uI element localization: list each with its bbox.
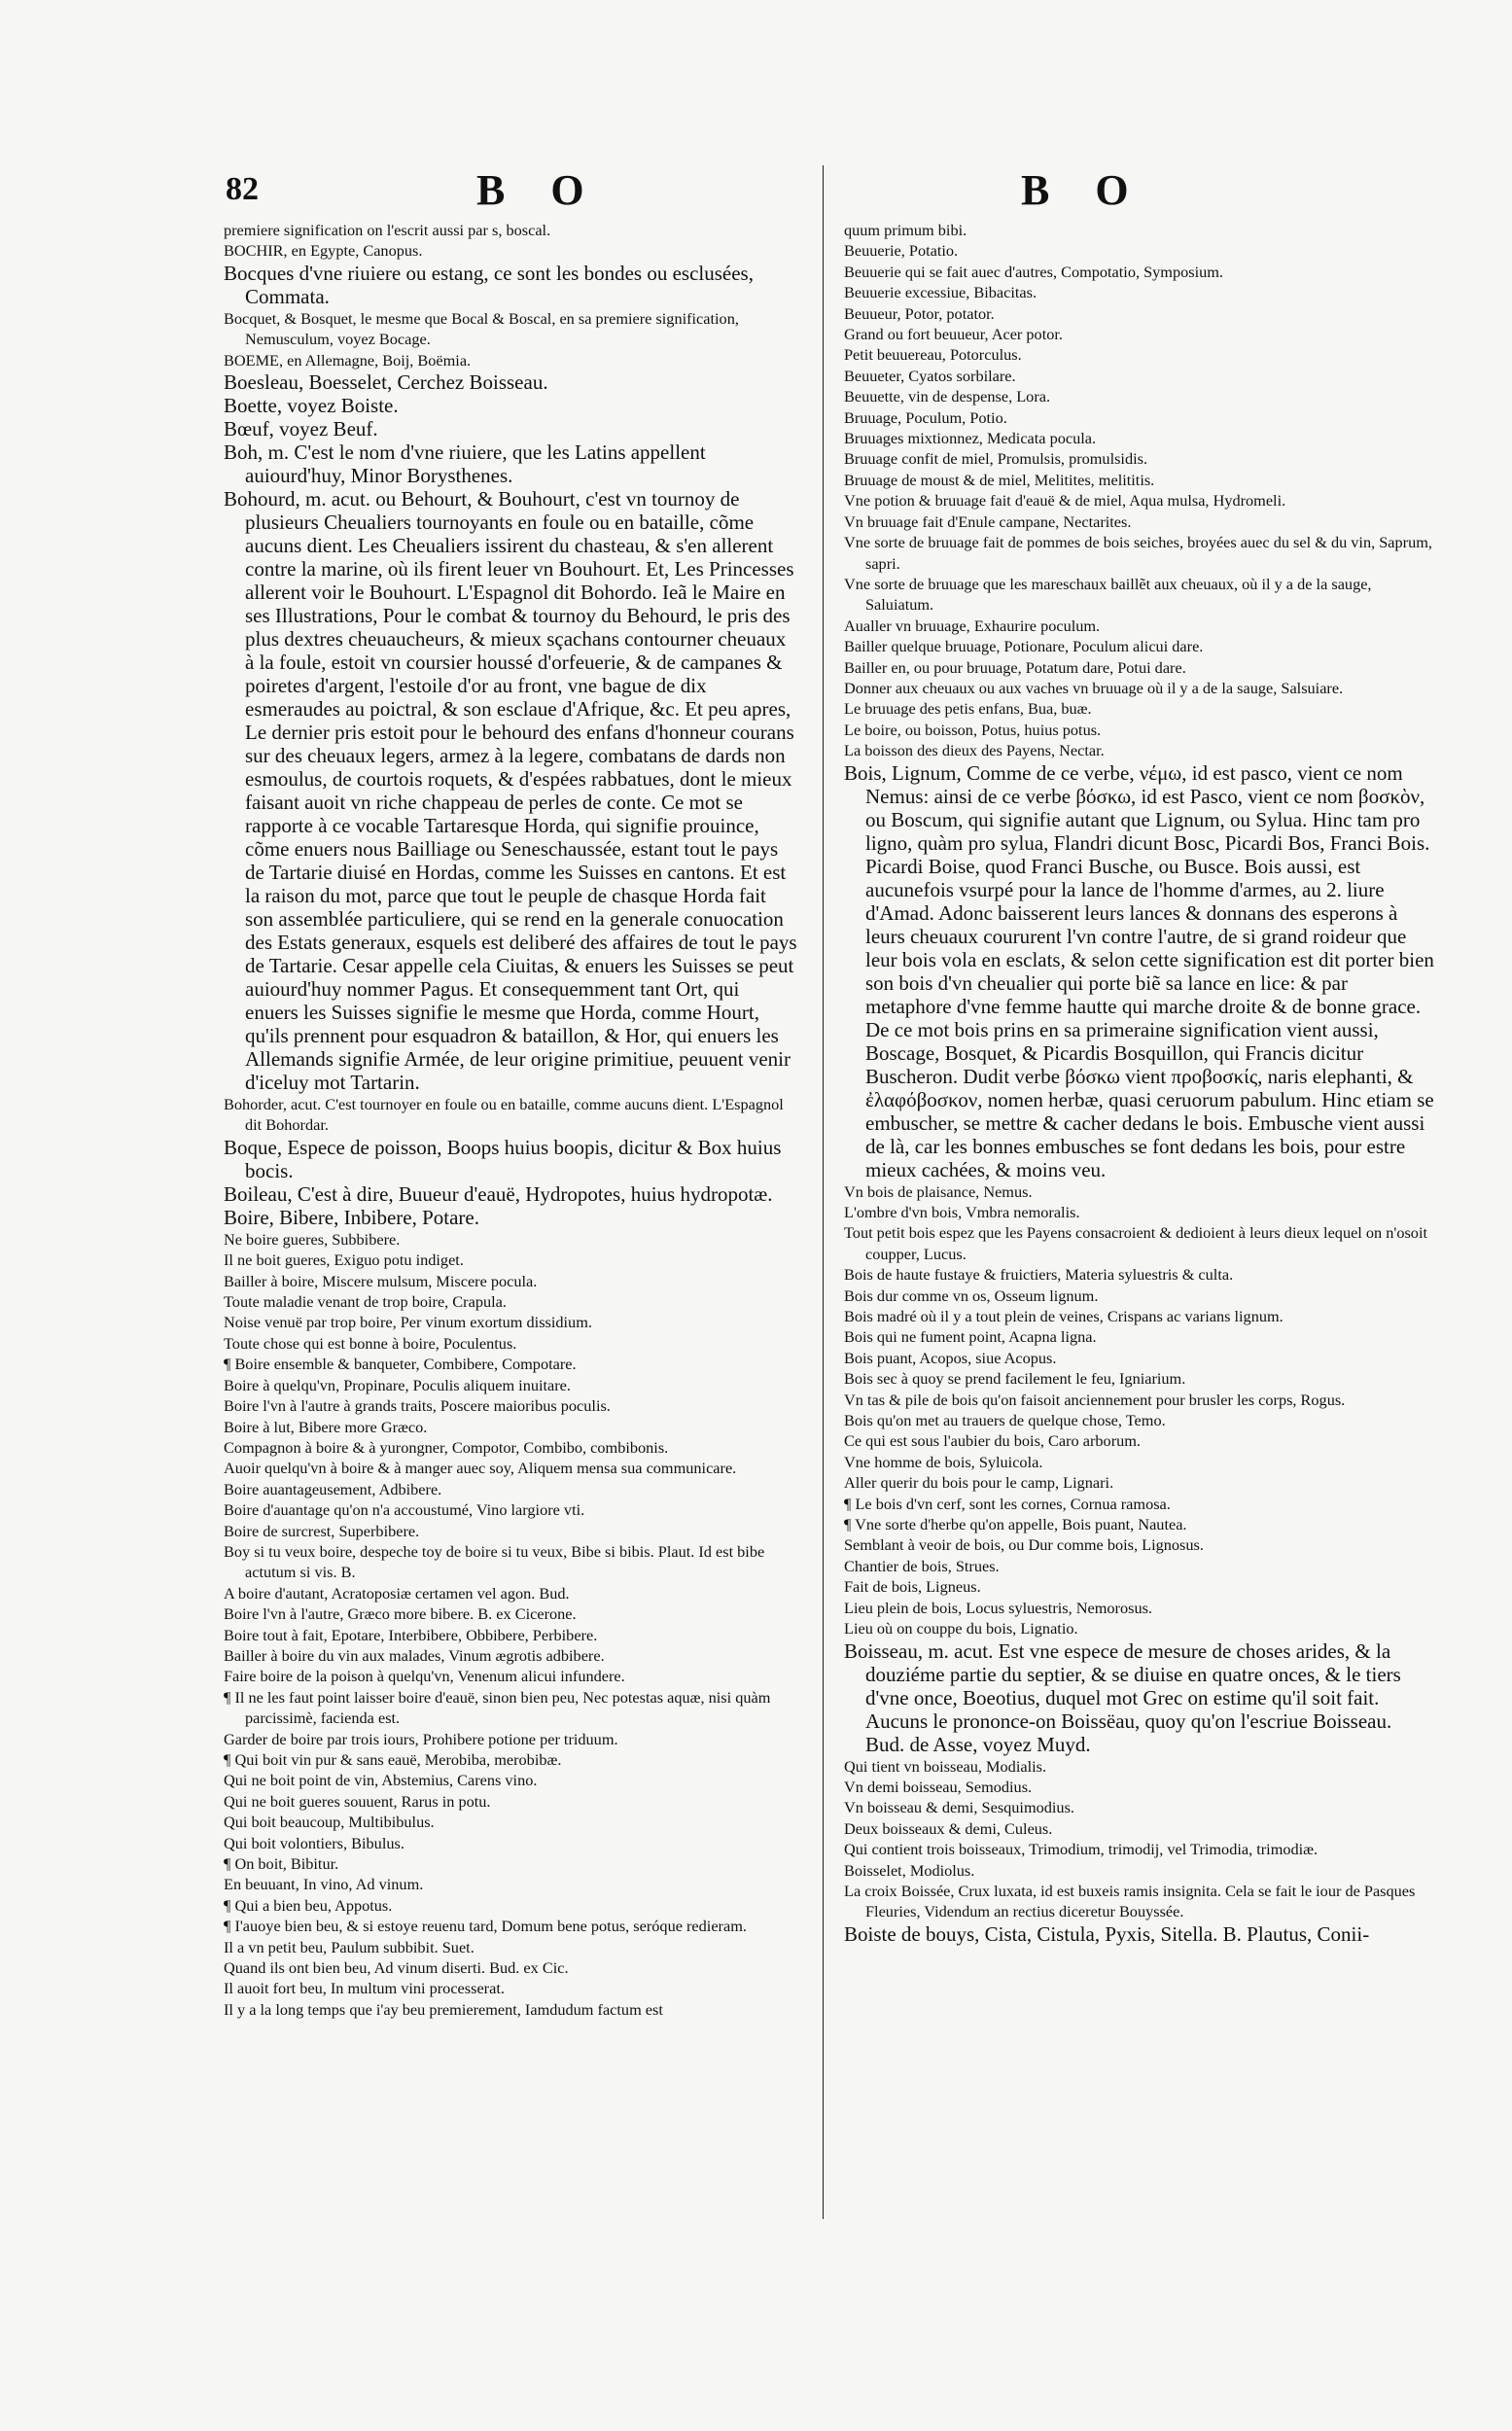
dictionary-entry: Qui ne boit gueres souuent, Rarus in potu. [224,1791,491,1811]
dictionary-entry: ¶ On boit, Bibitur. [224,1854,339,1874]
dictionary-entry: Boy si tu veux boire, despeche toy de boire si tu veux, Bibe si bibis. Plaut. Id est bibe actutum si vis. B. [224,1541,765,1582]
dictionary-entry: Boette, voyez Boiste. [224,394,399,418]
dictionary-entry: Bois, Lignum, Comme de ce verbe, νέμω, id est pasco, vient ce nom Nemus: ainsi de ce verbe βόσκω, id est Pasco, vient ce nom βοσκὸν, ou Boscum, qui signifie autant que Lignum, ou Sylua. Hinc tam pro ligno, quàm pro sylua, Flandri dicunt Bosc, Picardi Bos, Franci Bois. Picardi Boise, quod Franci Busche, ou Busce. Bois aussi, est aucunefois vsurpé pour la lance de l'homme d'armes, au 2. liure d'Amad. Adonc baisserent leurs lances & donnans des esperons à leurs cheuaux coururent l'vn contre l'autre, de si grand roideur que leur bois vola en esclats, & selon cette signification est dit porter bien son bois d'vn cheualier qui porte biẽ sa lance en lice: & par metaphore d'vne femme hautte qui marche droite & de bonne grace. De ce mot bois prins en sa primeraine signification vient aussi, Boscage, Bosquet, & Picardis Bosquillon, qui Francis dicitur Buscheron. Dudit verbe βόσκω vient προβοσκίς, naris elephanti, & ἐλαφόβοσκον, nomen herbæ, quasi ceruorum pabulum. Hinc etiam se embuscher, se mettre & cacher dedans le bois. Embusche vient aussi de là, car les bonnes embusches se font dedans les bois, pour estre mieux cachées, & moins veu. [844,760,1434,1181]
dictionary-entry: Boire auantageusement, Adbibere. [224,1479,442,1498]
dictionary-entry: Boire tout à fait, Epotare, Interbibere, Obbibere, Perbibere. [224,1625,598,1644]
dictionary-entry: Qui contient trois boisseaux, Trimodium, trimodij, vel Trimodia, trimodiæ. [844,1840,1319,1859]
dictionary-entry: Vn bois de plaisance, Nemus. [844,1181,1033,1201]
dictionary-entry: Fait de bois, Ligneus. [844,1577,981,1597]
dictionary-entry: Bois qui ne fument point, Acapna ligna. [844,1327,1097,1347]
dictionary-entry: Chantier de bois, Strues. [844,1556,1000,1575]
dictionary-entry: Il ne boit gueres, Exiguo potu indiget. [224,1251,464,1270]
dictionary-entry: Boire à lut, Bibere more Græco. [224,1417,428,1436]
dictionary-entry: Le boire, ou boisson, Potus, huius potus. [844,720,1102,739]
dictionary-entry: Bohourd, m. acut. ou Behourt, & Bouhourt, c'est vn tournoy de plusieurs Cheualiers tournoyants en foule ou en bataille, cõme aucuns dient. Les Cheualiers issirent du chasteau, & s'en allerent contre la marine, où ils firent leuer vn Bouhourt. Et, Les Princesses allerent voir le Bouhourt. L'Espagnol dit Bohordo. Ieã le Maire en ses Illustrations, Pour le combat & tournoy du Behourd, le pris des plus dextres cheuaucheurs, & mieux sçachans contourner cheuaux à la foule, estoit vn coursier houssé d'orfeuerie, & de campanes & poiretes d'argent, l'estoile d'or au front, vne bague de dix esmeraudes au poictral, & son esclaue d'Afrique, &c. Et peu apres, Le dernier pris estoit pour le behourd des enfans d'honneur courans sur des cheuaux legers, armez à la legere, combatans de dards non esmoulus, de courtois roquets, & d'espées rabbatues, dont le mieux faisant auoit vn riche chappeau de perles de conte. Ce mot se rapporte à ce vocable Tartaresque Horda, qui signifie prouince, cõme enuers nous Bailliage ou Seneschaussée, estant tout le pays de Tartarie diuisé en Hordas, comme les Suisses en cantons. Et est la raison du mot, parce que tout le peuple de chasque Horda fait son assemblée particuliere, qui se rend en la generale conuocation des Estats generaux, esquels est deliberé des affaires de tout le pays de Tartarie. Cesar appelle cela Ciuitas, & enuers les Suisses se peut auiourd'huy nommer Pagus. Et consequemment tant Ort, qui enuers les Suisses signifie le mesme que Horda, comme Hourt, qu'ils prennent pour esquadron & bataillon, & Hor, qui enuers les Allemands signifie Armée, de leur origine primitiue, peuuent venir d'iceluy mot Tartarin. [224,487,797,1095]
dictionary-entry: Vne sorte de bruuage fait de pommes de bois seiches, broyées auec du sel & du vin, Saprum, sapri. [844,533,1432,573]
dictionary-entry: Petit beuuereau, Potorculus. [844,345,1022,365]
dictionary-entry: Le bruuage des petis enfans, Bua, buæ. [844,699,1092,719]
right-column [844,220,1435,1946]
dictionary-entry: Bois madré où il y a tout plein de veines, Crispans ac varians lignum. [844,1307,1283,1325]
dictionary-entry: Bruuage de moust & de miel, Melitites, melititis. [844,470,1155,489]
dictionary-entry: Boileau, C'est à dire, Buueur d'eauë, Hydropotes, huius hydropotæ. [224,1181,773,1206]
dictionary-entry: Semblant à veoir de bois, ou Dur comme bois, Lignosus. [844,1535,1204,1555]
dictionary-entry: Vne sorte de bruuage que les mareschaux baillẽt aux cheuaux, où il y a de la sauge, Saluiatum. [844,574,1372,615]
dictionary-entry: Bruuage, Poculum, Potio. [844,407,1007,427]
dictionary-entry: Faire boire de la poison à quelqu'vn, Venenum alicui infundere. [224,1667,625,1686]
dictionary-entry: Boire l'vn à l'autre à grands traits, Poscere maioribus poculis. [224,1396,611,1416]
dictionary-entry: ¶ Il ne les faut point laisser boire d'eauë, sinon bien peu, Nec potestas aquæ, nisi quàm parcissimè, facienda est. [224,1687,771,1728]
dictionary-entry: Qui ne boit point de vin, Abstemius, Carens vino. [224,1771,538,1790]
dictionary-entry: Boisselet, Modiolus. [844,1860,975,1880]
dictionary-entry: La boisson des dieux des Payens, Nectar. [844,741,1105,760]
dictionary-entry: Bois de haute fustaye & fruictiers, Materia syluestris & culta. [844,1265,1234,1285]
dictionary-entry: Aller querir du bois pour le camp, Lignari. [844,1473,1114,1493]
dictionary-entry: Bocques d'vne riuiere ou estang, ce sont les bondes ou esclusées, Commata. [224,261,754,308]
dictionary-entry: Quand ils ont bien beu, Ad vinum diserti. Bud. ex Cic. [224,1958,569,1978]
dictionary-entry: Lieu où on couppe du bois, Lignatio. [844,1619,1078,1638]
dictionary-entry: Bois qu'on met au trauers de quelque chose, Temo. [844,1411,1166,1430]
dictionary-entry: Il y a la long temps que i'ay beu premierement, Iamdudum factum est [224,1999,663,2019]
dictionary-entry: Bailler à boire, Miscere mulsum, Miscere pocula. [224,1271,538,1290]
dictionary-entry: L'ombre d'vn bois, Vmbra nemoralis. [844,1202,1080,1221]
dictionary-entry: Beuuette, vin de despense, Lora. [844,387,1051,406]
dictionary-entry: Donner aux cheuaux ou aux vaches vn bruuage où il y a de la sauge, Salsuiare. [844,678,1344,697]
dictionary-entry: Bailler à boire du vin aux malades, Vinum ægrotis adbibere. [224,1645,605,1665]
dictionary-entry: Vne potion & bruuage fait d'eauë & de miel, Aqua mulsa, Hydromeli. [844,491,1286,511]
left-column [224,220,797,2020]
dictionary-entry: En beuuant, In vino, Ad vinum. [224,1875,424,1894]
dictionary-entry: Boiste de bouys, Cista, Cistula, Pyxis, Sitella. B. Plautus, Conii- [844,1921,1370,1946]
page-number: 82 [226,171,259,207]
dictionary-entry: Bruuages mixtionnez, Medicata pocula. [844,429,1097,448]
dictionary-entry: Il a vn petit beu, Paulum subbibit. Suet. [224,1937,475,1956]
dictionary-entry: Bailler en, ou pour bruuage, Potatum dare, Potui dare. [844,657,1186,677]
dictionary-entry: Deux boisseaux & demi, Culeus. [844,1818,1053,1838]
dictionary-entry: Beuuerie, Potatio. [844,241,959,261]
dictionary-entry: La croix Boissée, Crux luxata, id est buxeis ramis insignita. Cela se fait le iour de Pasques Fleuries, Videndum an rectius diceretur Bouyssée. [844,1881,1416,1921]
dictionary-entry: Grand ou fort beuueur, Acer potor. [844,325,1063,344]
dictionary-entry: Ne boire gueres, Subbibere. [224,1229,401,1249]
running-header-left: B O [476,166,602,214]
dictionary-entry: Vn demi boisseau, Semodius. [844,1777,1033,1796]
dictionary-entry: Auoir quelqu'vn à boire & à manger auec soy, Aliquem mensa sua communicare. [224,1459,737,1478]
dictionary-entry: Toute chose qui est bonne à boire, Poculentus. [224,1333,517,1353]
dictionary-entry: Garder de boire par trois iours, Prohibere potione per triduum. [224,1729,618,1748]
dictionary-entry: ¶ Qui boit vin pur & sans eauë, Merobiba, merobibæ. [224,1750,562,1769]
dictionary-entry: Beuueter, Cyatos sorbilare. [844,366,1016,385]
dictionary-entry: Bohorder, acut. C'est tournoyer en foule ou en bataille, comme aucuns dient. L'Espagnol dit Bohordar. [224,1095,784,1135]
dictionary-entry: Bruuage confit de miel, Promulsis, promulsidis. [844,449,1148,469]
dictionary-entry: ¶ I'auoye bien beu, & si estoye reuenu tard, Domum bene potus, seróque redieram. [224,1917,747,1936]
dictionary-entry: ¶ Le bois d'vn cerf, sont les cornes, Cornua ramosa. [844,1494,1171,1513]
dictionary-entry: Bocquet, & Bosquet, le mesme que Bocal & Boscal, en sa premiere signification, Nemusculum, voyez Bocage. [224,308,739,349]
dictionary-entry: Boire de surcrest, Superbibere. [224,1521,420,1540]
dictionary-entry: Compagnon à boire & à yurongner, Compotor, Combibo, combibonis. [224,1437,669,1457]
dictionary-entry: Boire, Bibere, Inbibere, Potare. [224,1205,479,1229]
dictionary-entry: Qui tient vn boisseau, Modialis. [844,1756,1047,1776]
dictionary-entry: Vn boisseau & demi, Sesquimodius. [844,1798,1074,1817]
dictionary-entry: A boire d'autant, Acratoposiæ certamen vel agon. Bud. [224,1583,570,1603]
dictionary-entry: Il auoit fort beu, In multum vini processerat. [224,1979,505,1998]
dictionary-entry: Boire à quelqu'vn, Propinare, Poculis aliquem inuitare. [224,1375,571,1394]
dictionary-entry: Bailler quelque bruuage, Potionare, Poculum alicui dare. [844,637,1204,656]
dictionary-entry: Boisseau, m. acut. Est vne espece de mesure de choses arides, & la douziéme partie du septier, & se diuise en quatre onces, & le tiers d'vne once, Boeotius, duquel mot Grec on estime qu'il soit fait. Aucuns le prononce-on Boissëau, quoy qu'on l'escriue Boisseau. Bud. de Asse, voyez Muyd. [844,1638,1401,1756]
dictionary-entry: Vne homme de bois, Syluicola. [844,1452,1043,1471]
dictionary-entry: Vn tas & pile de bois qu'on faisoit anciennement pour brusler les corps, Rogus. [844,1390,1346,1409]
dictionary-entry: premiere signification on l'escrit aussi par s, boscal. [224,221,551,239]
dictionary-entry: Boire d'auantage qu'on n'a accoustumé, Vino largiore vti. [224,1500,585,1520]
dictionary-entry: Tout petit bois espez que les Payens consacroient & dedioient à leurs dieux lequel on n'osoit coupper, Lucus. [844,1223,1427,1263]
dictionary-entry: Boque, Espece de poisson, Boops huius boopis, dicitur & Box huius bocis. [224,1135,782,1182]
dictionary-entry: Beuueur, Potor, potator. [844,303,995,323]
dictionary-entry: Beuuerie qui se fait auec d'autres, Compotatio, Symposium. [844,262,1223,281]
dictionary-entry: ¶ Qui a bien beu, Appotus. [224,1895,393,1915]
dictionary-entry: Vn bruuage fait d'Enule campane, Nectarites. [844,511,1132,531]
dictionary-entry: Beuuerie excessiue, Bibacitas. [844,283,1037,302]
dictionary-entry: Bœuf, voyez Beuf. [224,417,378,441]
running-header-right: B O [1021,166,1146,214]
dictionary-entry: Toute maladie venant de trop boire, Crapula. [224,1292,507,1312]
dictionary-entry: Lieu plein de bois, Locus syluestris, Nemorosus. [844,1598,1152,1617]
dictionary-entry: BOCHIR, en Egypte, Canopus. [224,241,423,261]
dictionary-entry: ¶ Boire ensemble & banqueter, Combibere, Compotare. [224,1355,577,1374]
dictionary-entry: Noise venuë par trop boire, Per vinum exortum dissidium. [224,1313,592,1332]
dictionary-entry: Boire l'vn à l'autre, Græco more bibere. B. ex Cicerone. [224,1604,577,1624]
dictionary-entry: Bois puant, Acopos, siue Acopus. [844,1348,1057,1367]
column-divider [823,165,824,2219]
dictionary-entry: ¶ Vne sorte d'herbe qu'on appelle, Bois puant, Nautea. [844,1515,1187,1534]
dictionary-entry: Ce qui est sous l'aubier du bois, Caro arborum. [844,1431,1141,1451]
dictionary-entry: Bois dur comme vn os, Osseum lignum. [844,1286,1099,1305]
dictionary-entry: Boeslеau, Boesselet, Cerchez Boisseau. [224,370,548,395]
dictionary-entry: Qui boit beaucoup, Multibibulus. [224,1813,435,1832]
dictionary-entry: quum primum bibi. [844,221,967,239]
dictionary-entry: Boh, m. C'est le nom d'vne riuiere, que les Latins appellent auiourd'huy, Minor Borysthenes. [224,440,706,488]
dictionary-entry: Bois sec à quoy se prend facilement le feu, Igniarium. [844,1369,1186,1389]
dictionary-entry: Aualler vn bruuage, Exhaurire poculum. [844,616,1101,635]
dictionary-entry: Qui boit volontiers, Bibulus. [224,1833,404,1852]
dictionary-entry: BOEME, en Allemagne, Boij, Boëmia. [224,350,472,370]
